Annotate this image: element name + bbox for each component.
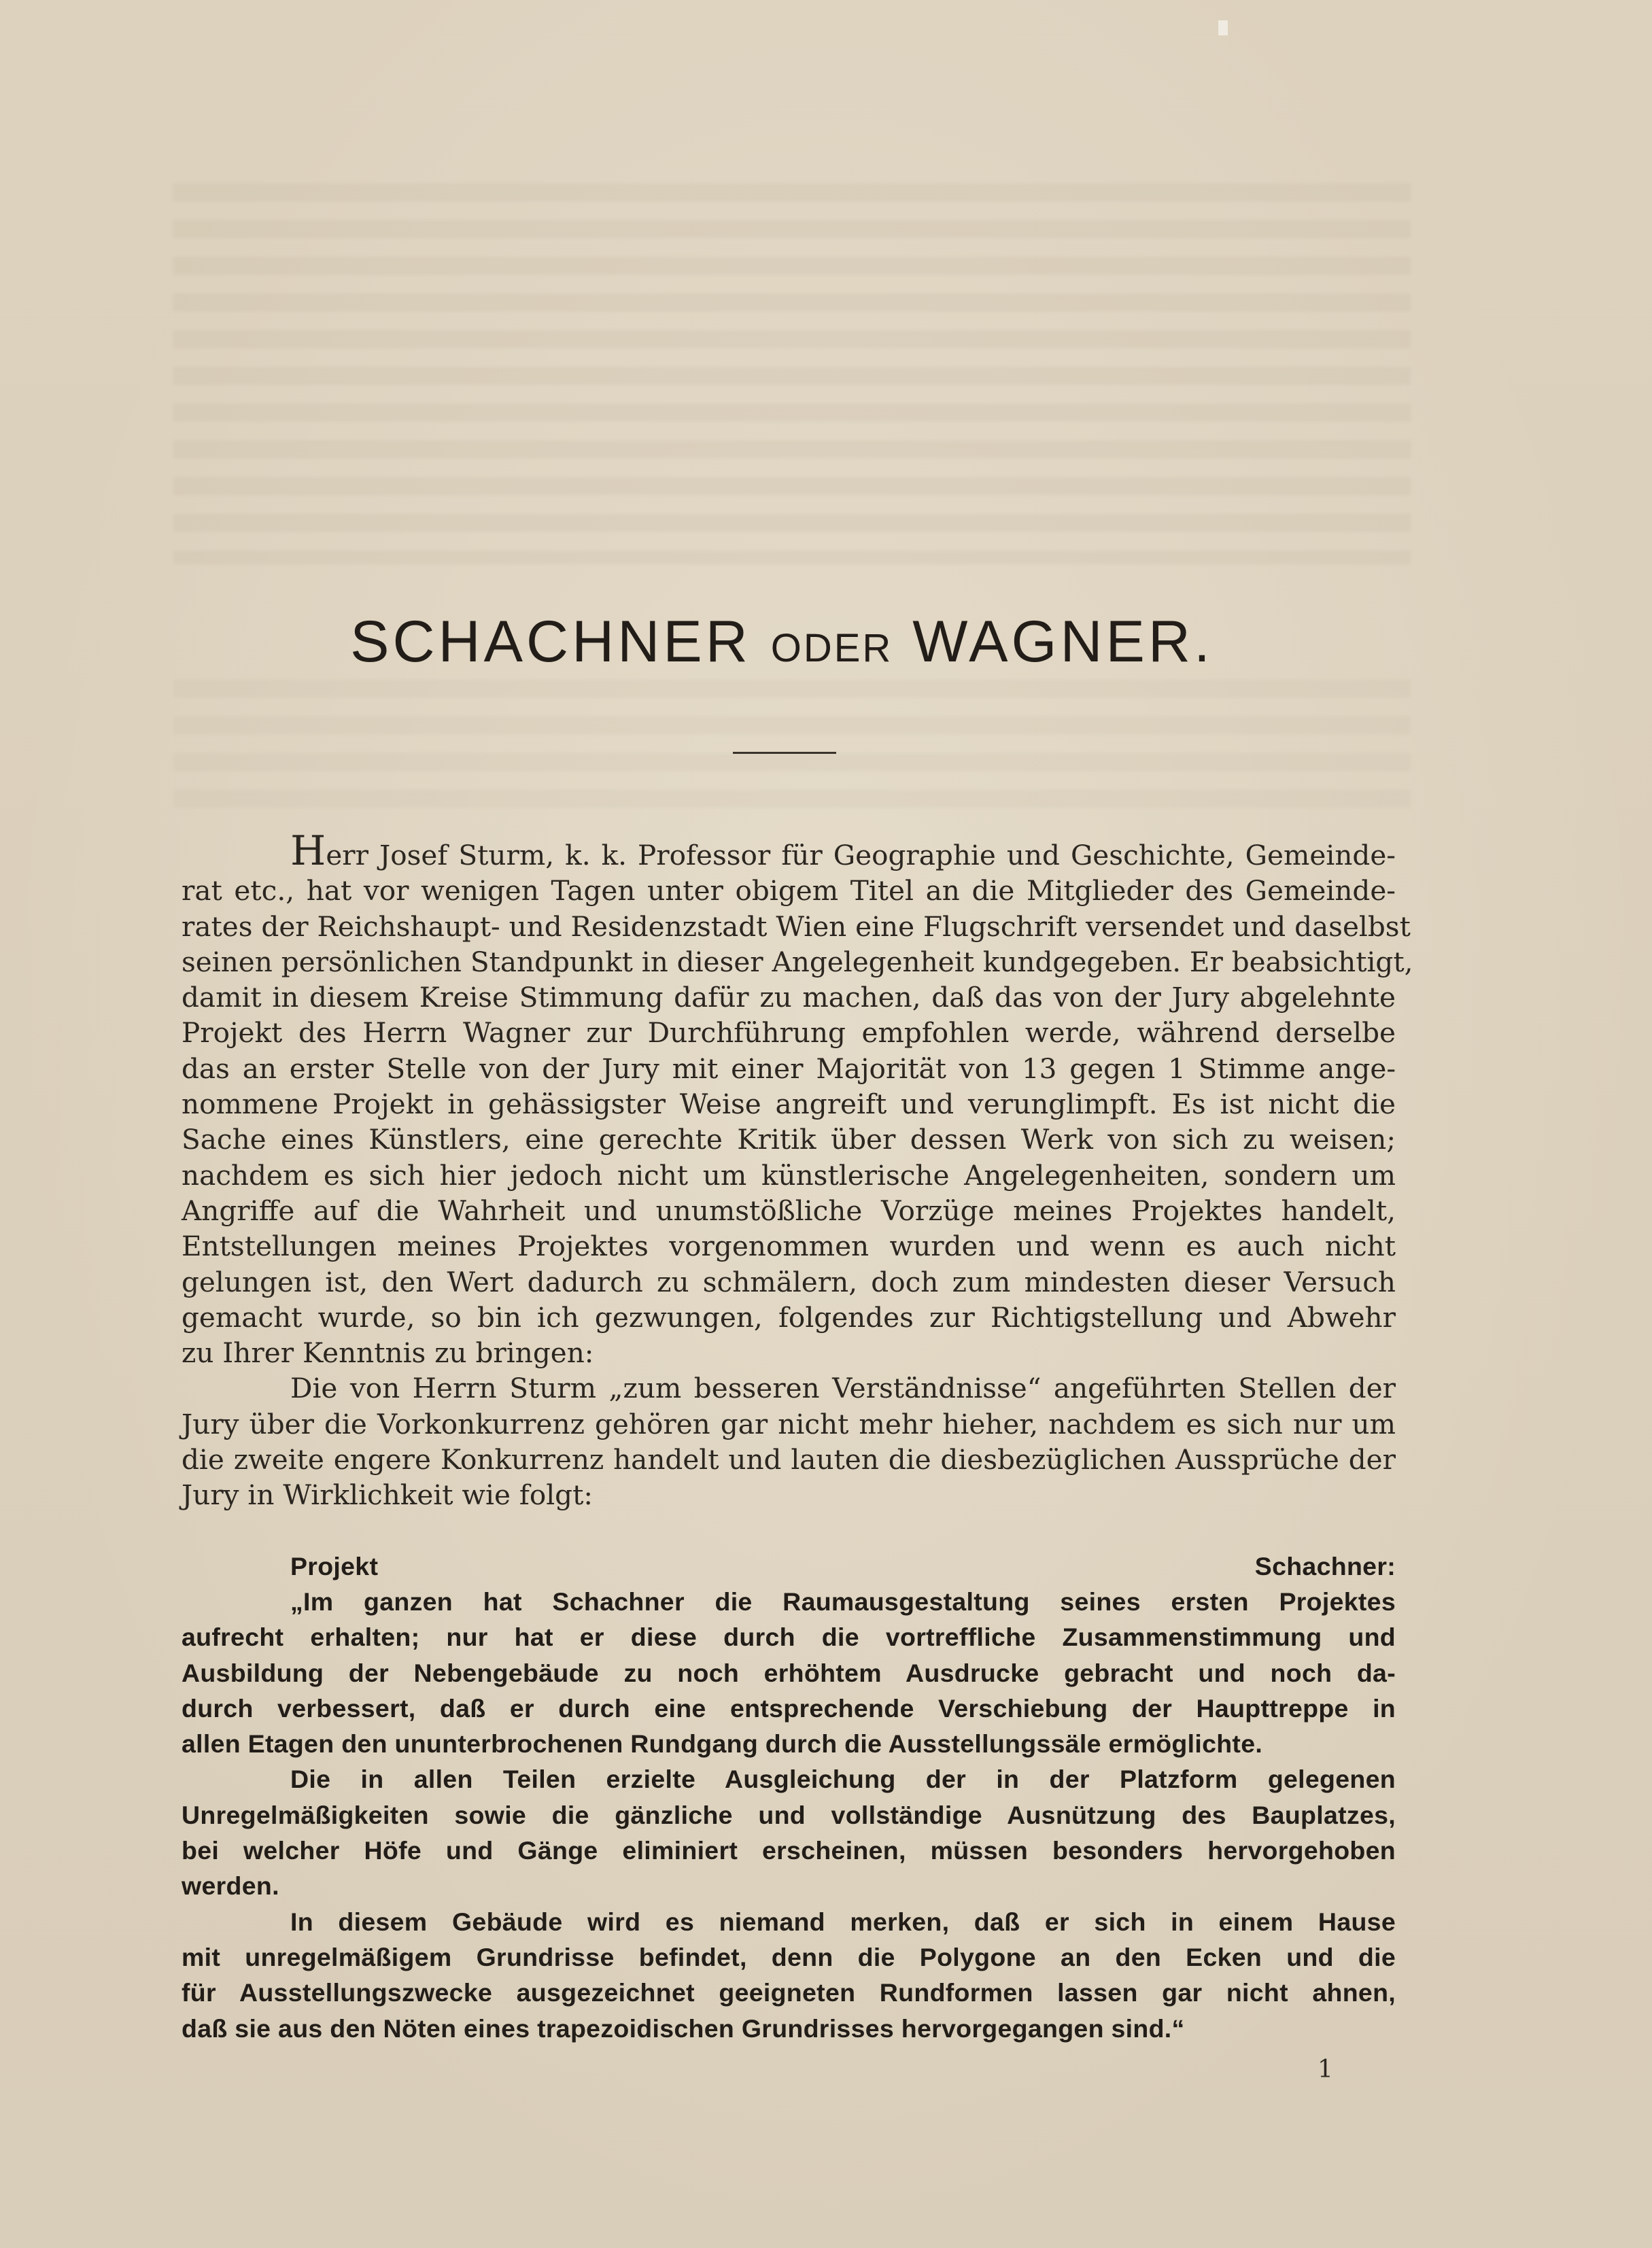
section-gap (182, 1513, 1396, 1549)
title-part-schachner: SCHACHNER (350, 609, 751, 674)
paragraph-1-line: das an erster Stelle von der Jury mit einer Majorität von 13 gegen 1 Stimme ange- (182, 1052, 1396, 1085)
paragraph-1-line: Projekt des Herrn Wagner zur Durchführung empfohlen werde, während derselbe (182, 1016, 1396, 1050)
quote-line: werden. (182, 1871, 279, 1901)
quote-line: Die in allen Teilen erzielte Ausgleichung der in der Platzform gelegenen (290, 1765, 1396, 1794)
quote-line: allen Etagen den ununterbrochenen Rundgang durch die Ausstellungssäle ermöglichte. (182, 1729, 1263, 1759)
paragraph-1-line: gemacht wurde, so bin ich gezwungen, folgendes zur Richtigstellung und Abwehr (182, 1300, 1396, 1334)
paragraph-2-line: Jury in Wirklichkeit wie folgt: (182, 1479, 593, 1512)
paragraph-1-line-1: Herr Josef Sturm, k. k. Professor für Geographie und Geschichte, Gemeinde- (290, 827, 1396, 875)
paragraph-1-line: seinen persönlichen Standpunkt in dieser Angelegenheit kundgegeben. Er beabsichtigt, (182, 945, 1413, 978)
paragraph-1-line: gelungen ist, den Wert dadurch zu schmälern, doch zum mindesten dieser Versuch (182, 1265, 1396, 1298)
show-through-text (173, 184, 1411, 564)
paragraph-1-line: Sache eines Künstlers, eine gerechte Kritik über dessen Werk von sich zu weisen; (182, 1123, 1396, 1156)
jury-quote (182, 1549, 1396, 2046)
paragraph-1-line: nommene Projekt in gehässigster Weise angreift und verunglimpft. Es ist nicht die (182, 1088, 1396, 1121)
quote-line: Unregelmäßigkeiten sowie die gänzliche und vollständige Ausnützung des Bauplatzes, (182, 1800, 1396, 1829)
title-divider (733, 752, 836, 754)
paragraph-2-line: Die von Herrn Sturm „zum besseren Verständnisse“ angeführten Stellen der (290, 1372, 1396, 1405)
paragraph-1-line: nachdem es sich hier jedoch nicht um künstlerische Angelegenheiten, sondern um (182, 1158, 1396, 1192)
title-part-oder: ODER (770, 626, 893, 670)
paragraph-2-line: die zweite engere Konkurrenz handelt und lauten die diesbezüglichen Aussprüche der (182, 1443, 1396, 1476)
quote-line: „Im ganzen hat Schachner die Raumausgestaltung seines ersten Projektes (290, 1587, 1396, 1616)
paragraph-1-line: zu Ihrer Kenntnis zu bringen: (182, 1336, 594, 1370)
drop-cap: H (290, 827, 326, 875)
quote-line: aufrecht erhalten; nur hat er diese durch die vortreffliche Zusammenstimmung und (182, 1623, 1396, 1652)
paragraph-1-line: Entstellungen meines Projektes vorgenommen wurden und wenn es auch nicht (182, 1230, 1396, 1263)
paragraph-1-line: rat etc., hat vor wenigen Tagen unter obigem Titel an die Mitglieder des Gemeinde- (182, 874, 1396, 907)
quote-line: für Ausstellungszwecke ausgezeichnet geeigneten Rundformen lassen gar nicht ahnen, (182, 1978, 1396, 2007)
paragraph-1-line: rates der Reichshaupt- und Residenzstadt Wien eine Flugschrift versendet und daselbst (182, 910, 1411, 943)
quote-line: Ausbildung der Nebengebäude zu noch erhöhtem Ausdrucke gebracht und noch da- (182, 1658, 1396, 1687)
paragraph-1-line: damit in diesem Kreise Stimmung dafür zu machen, daß das von der Jury abgelehnte (182, 981, 1396, 1014)
quote-heading: Projekt Schachner: (290, 1551, 1396, 1580)
quote-line: durch verbessert, daß er durch eine entsprechende Verschiebung der Haupttreppe in (182, 1693, 1396, 1723)
quote-line: In diesem Gebäude wird es niemand merken, daß er sich in einem Hause (290, 1907, 1396, 1936)
quote-line: mit unregelmäßigem Grundrisse befindet, denn die Polygone an den Ecken und die (182, 1942, 1396, 1971)
show-through-text-lower (173, 680, 1411, 816)
quote-line: bei welcher Höfe und Gänge eliminiert erscheinen, müssen besonders hervorgehoben (182, 1836, 1396, 1865)
page-number: 1 (1318, 2056, 1333, 2083)
title-part-wagner: WAGNER. (912, 609, 1214, 674)
paper-blemish (1218, 20, 1228, 35)
quote-line: daß sie aus den Nöten eines trapezoidischen Grundrisses hervorgegangen sind.“ (182, 2013, 1185, 2043)
body-text (182, 827, 1413, 2046)
paragraph-2-line: Jury über die Vorkonkurrenz gehören gar nicht mehr hieher, nachdem es sich nur um (182, 1407, 1396, 1440)
paragraph-1-line: Angriffe auf die Wahrheit und unumstößliche Vorzüge meines Projektes handelt, (182, 1194, 1396, 1227)
page-title (0, 608, 1564, 676)
